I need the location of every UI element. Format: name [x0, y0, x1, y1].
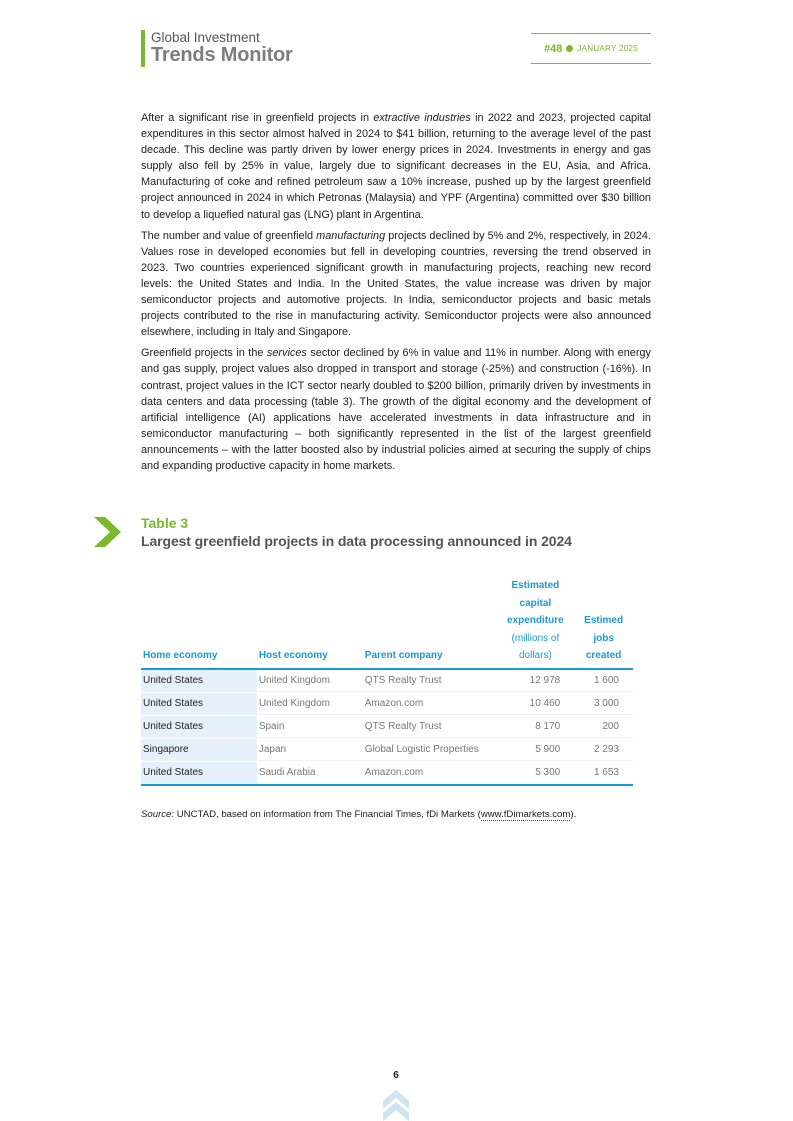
issue-date: JANUARY 2025 — [577, 44, 639, 53]
col-header-jobs: Estimed jobs created — [574, 577, 633, 669]
col-header-parent: Parent company — [363, 577, 497, 669]
cell-capex: 8 170 — [497, 715, 575, 738]
brand-line-1: Global Investment — [151, 30, 260, 45]
paragraph-1 — [141, 110, 651, 223]
cell-home: United States — [141, 761, 257, 785]
p3-text-b: sector declined by 6% in value and 11% in number. Along with energy and gas supply, project values also dropped in transport and storage (-25%) and construction (-16%). In contrast, project values in the ICT sector nearly doubled to $200 billion, primarily driven by investments in data centers and data processing (table 3). The growth of the digital economy and the development of artificial intelligence (AI) applications have accelerated investments in data infrastructure and in semiconductor manufacturing – both significantly represented in the list of the largest greenfield announcements – with the latter boosted also by industrial policies aimed at securing the supply of chips and expanding productive capacity in home markets. — [141, 347, 651, 472]
cell-home: Singapore — [141, 738, 257, 761]
p2-text-b: projects declined by 5% and 2%, respectively, in 2024. Values rose in developed economies but fell in developing countries, reversing the trend observed in 2023. Two countries experienced significant growth in manufacturing projects, reaching new record levels: the United States and India. In the United States, the value increase was driven by major semiconductor projects and automotive projects. In India, semiconductor projects and basic metals projects contributed to the rise in manufacturing activity. Semiconductor projects were also announced elsewhere, including in Italy and Singapore. — [141, 229, 652, 339]
source-text: UNCTAD, based on information from The Financial Times, fDi Markets ( — [174, 809, 481, 820]
cell-host: Spain — [257, 715, 363, 738]
p2-emphasis: manufacturing — [316, 229, 386, 242]
table-source-note — [141, 809, 576, 820]
cell-jobs: 3 000 — [574, 692, 633, 715]
cell-parent: QTS Realty Trust — [363, 669, 497, 693]
back-to-top-icon[interactable] — [383, 1090, 409, 1121]
cell-parent: Global Logistic Properties — [363, 738, 497, 761]
source-label: Source: — [141, 809, 175, 820]
cell-capex: 5 300 — [497, 761, 575, 785]
cell-capex: 12 978 — [497, 669, 575, 693]
table-header-row — [141, 577, 633, 669]
cell-host: United Kingdom — [257, 692, 363, 715]
brand-logo — [141, 30, 293, 67]
cell-capex: 5 900 — [497, 738, 575, 761]
col-header-host: Host economy — [257, 577, 363, 669]
cell-parent: Amazon.com — [363, 692, 497, 715]
data-table — [141, 577, 633, 786]
table-number: Table 3 — [141, 515, 189, 531]
table-title: Largest greenfield projects in data processing announced in 2024 — [141, 533, 572, 549]
p1-emphasis: extractive industries — [373, 112, 471, 124]
table-row — [141, 761, 633, 785]
cell-host: Japan — [257, 738, 363, 761]
cell-jobs: 2 293 — [574, 738, 633, 761]
cell-home: United States — [141, 669, 257, 693]
p2-text-a: The number and value of greenfield — [141, 229, 317, 242]
issue-number: #48 — [543, 42, 563, 55]
p1-text-b: in 2022 and 2023, projected capital expenditures in this sector almost halved in 2024 to $41 billion, returning to the average level of the past decade. This decline was partly driven by lower energy prices in 2024. Investments in energy and gas supply also fell by 25% in value, largely due to significant decreases in the EU, Asia, and Africa. Manufacturing of coke and refined petroleum saw a 10% increase, pushed up by the largest greenfield project announced in 2024 in which Petronas (Malaysia) and YPF (Argentina) committed over $30 billion to develop a liquefied natural gas (LNG) plant in Argentina. — [141, 112, 651, 221]
cell-capex: 10 460 — [497, 692, 575, 715]
body-text — [141, 110, 651, 479]
cell-jobs: 1 653 — [574, 761, 633, 785]
source-end: ). — [570, 809, 577, 820]
cell-home: United States — [141, 692, 257, 715]
col-header-capex — [497, 577, 575, 669]
cell-jobs: 1 600 — [574, 669, 633, 693]
issue-info — [531, 33, 651, 64]
cell-parent: QTS Realty Trust — [363, 715, 497, 738]
source-link[interactable]: www.fDimarkets.com — [480, 809, 571, 820]
table-row — [141, 692, 633, 715]
table-row — [141, 738, 633, 761]
brand-line-2: Trends Monitor — [151, 44, 293, 66]
chevron-right-icon — [94, 517, 121, 547]
cell-home: United States — [141, 715, 257, 738]
table-row — [141, 715, 633, 738]
col-header-home: Home economy — [141, 577, 257, 669]
paragraph-3 — [141, 345, 651, 474]
page-number: 6 — [393, 1070, 399, 1081]
table-row — [141, 669, 633, 693]
p3-text-a: Greenfield projects in the — [141, 347, 267, 360]
cell-jobs: 200 — [574, 715, 633, 738]
cell-host: Saudi Arabia — [257, 761, 363, 785]
p3-emphasis: services — [266, 347, 307, 360]
cell-parent: Amazon.com — [363, 761, 497, 785]
p1-text-a: After a significant rise in greenfield projects in — [141, 112, 374, 124]
col-header-capex-unit: (millions of dollars) — [511, 632, 560, 661]
cell-host: United Kingdom — [257, 669, 363, 693]
paragraph-2 — [141, 228, 651, 341]
col-header-capex-main: Estimated capital expenditure — [507, 580, 564, 626]
bullet-dot-icon — [566, 45, 573, 52]
